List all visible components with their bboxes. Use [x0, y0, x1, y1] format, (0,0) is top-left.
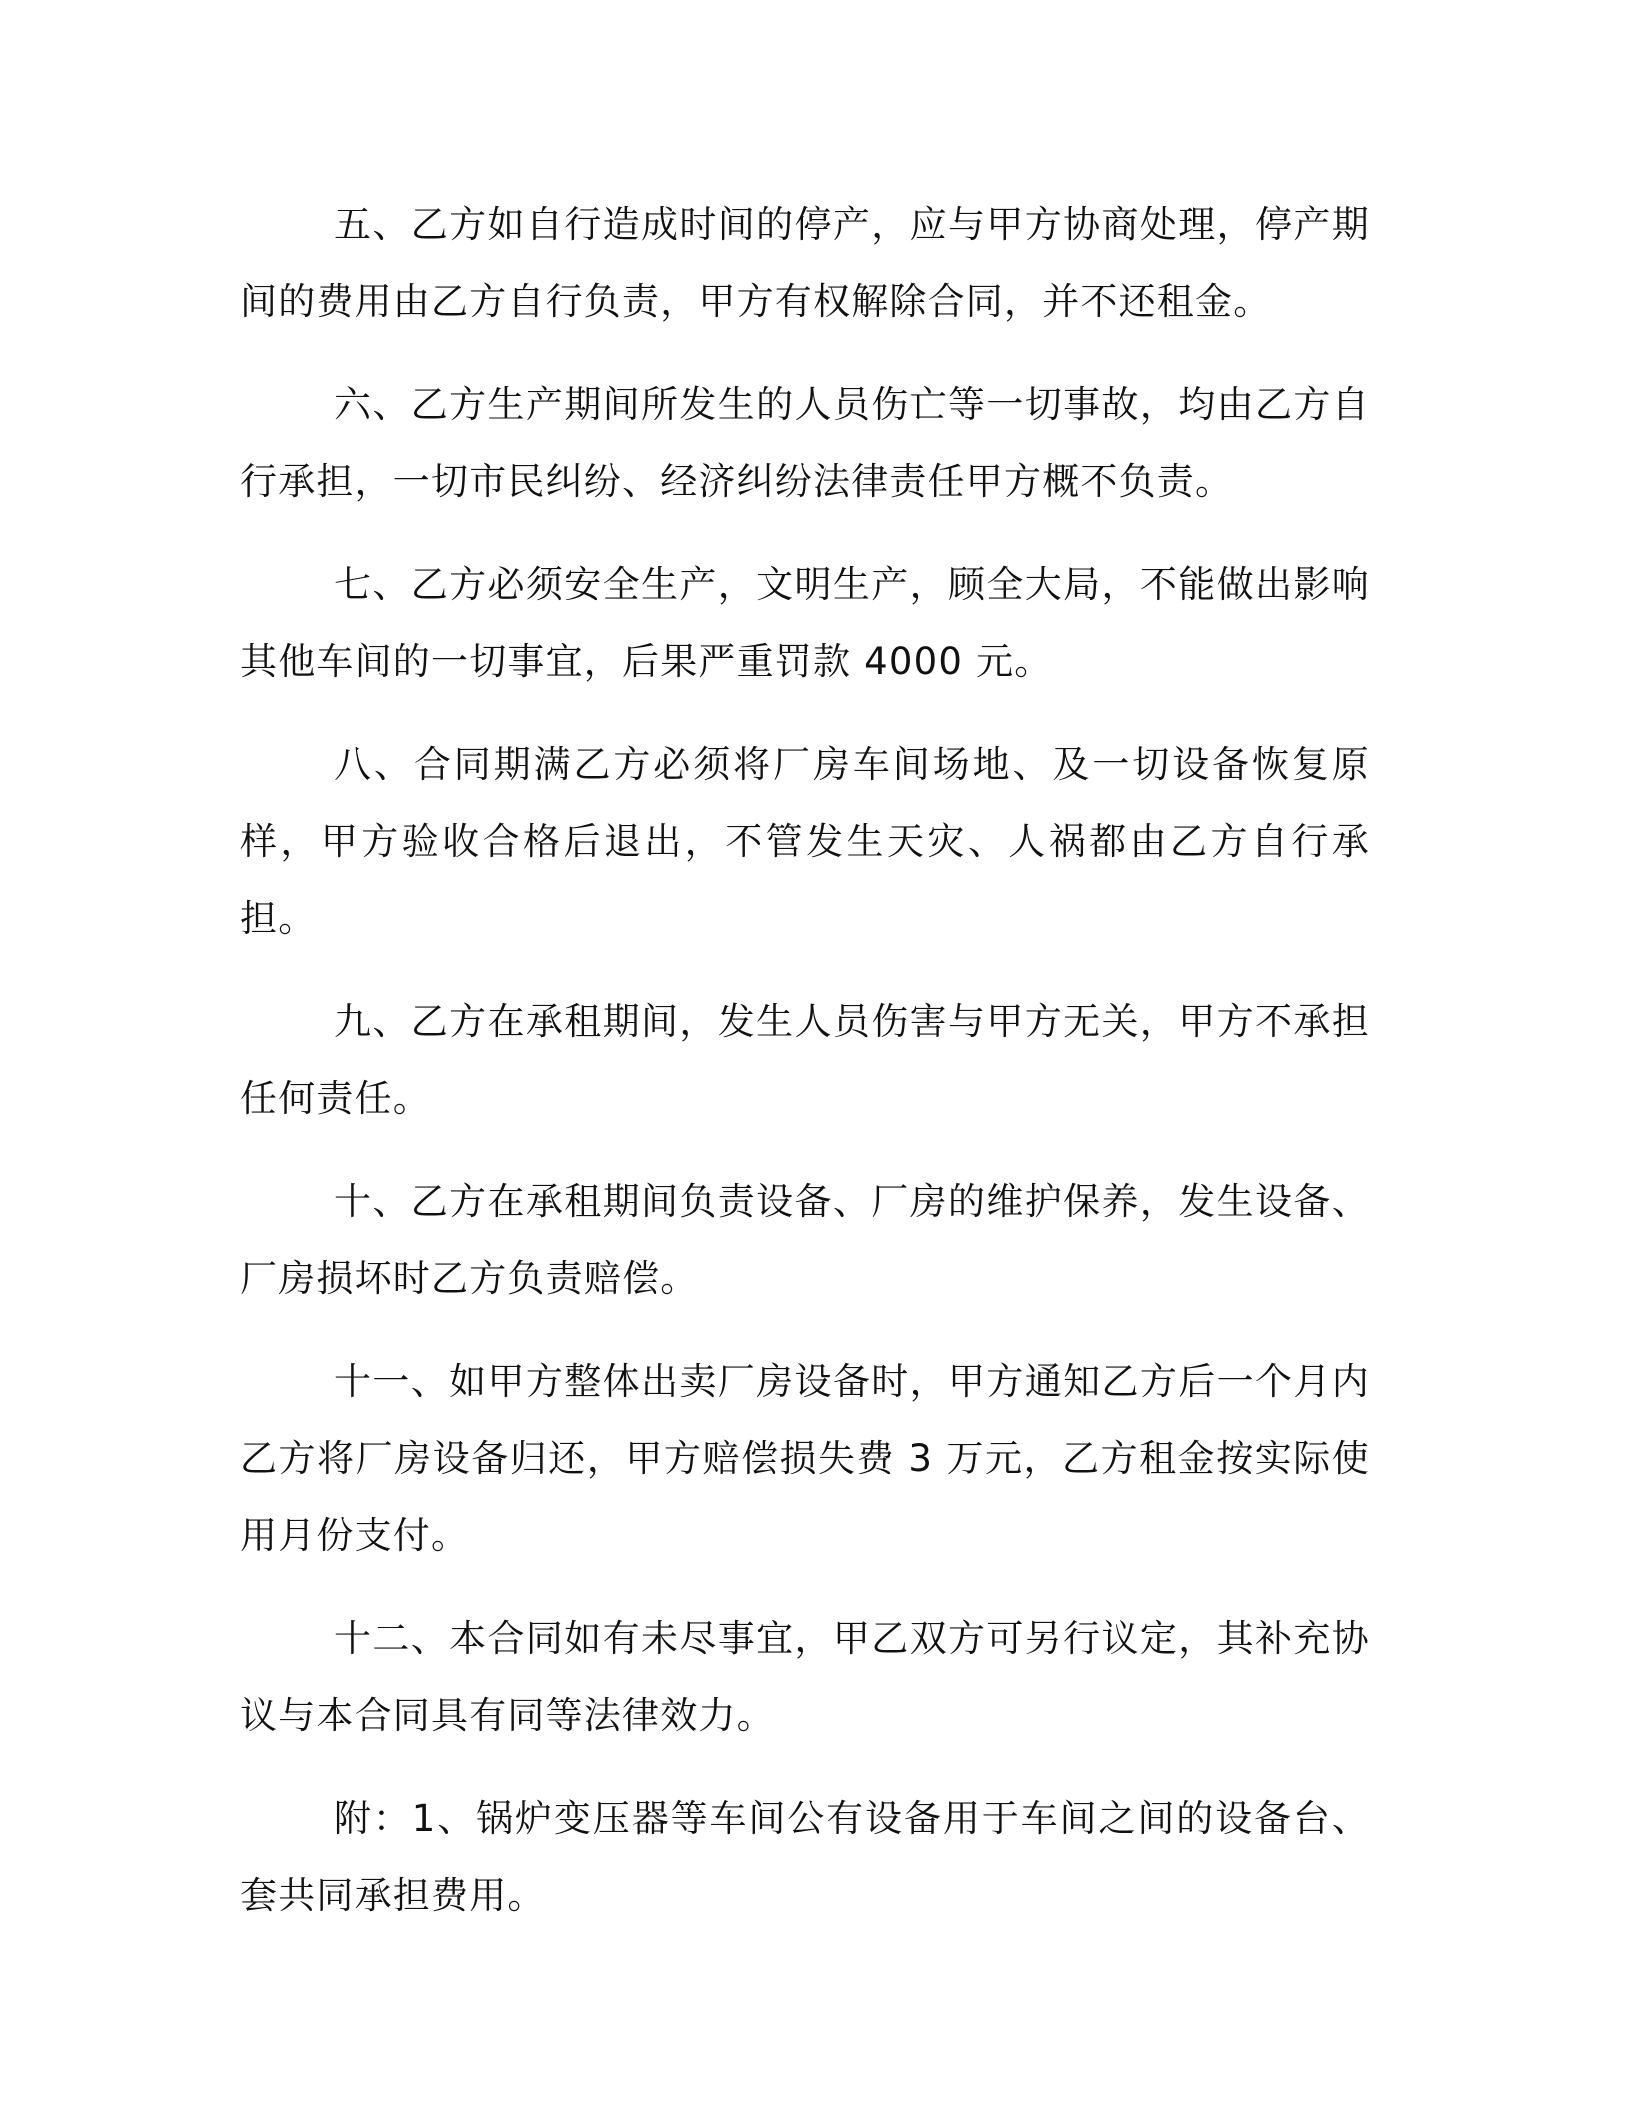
clause-7: 七、乙方必须安全生产，文明生产，顾全大局，不能做出影响其他车间的一切事宜，后果严重罚款 4000 元。	[240, 563, 1370, 683]
clause-5: 五、乙方如自行造成时间的停产，应与甲方协商处理，停产期间的费用由乙方自行负责，甲方有权解除合同，并不还租金。	[240, 203, 1370, 323]
clause-10: 十、乙方在承租期间负责设备、厂房的维护保养，发生设备、厂房损坏时乙方负责赔偿。	[240, 1180, 1370, 1300]
contract-body	[240, 186, 1370, 1960]
clause-8: 八、合同期满乙方必须将厂房车间场地、及一切设备恢复原样，甲方验收合格后退出，不管发生天灾、人祸都由乙方自行承担。	[240, 743, 1370, 940]
clause-6: 六、乙方生产期间所发生的人员伤亡等一切事故，均由乙方自行承担，一切市民纠纷、经济纠纷法律责任甲方概不负责。	[240, 383, 1370, 503]
clause-12: 十二、本合同如有未尽事宜，甲乙双方可另行议定，其补充协议与本合同具有同等法律效力。	[240, 1617, 1370, 1737]
clause-11: 十一、如甲方整体出卖厂房设备时，甲方通知乙方后一个月内乙方将厂房设备归还，甲方赔偿损失费 3 万元，乙方租金按实际使用月份支付。	[240, 1360, 1370, 1557]
clause-9: 九、乙方在承租期间，发生人员伤害与甲方无关，甲方不承担任何责任。	[240, 1000, 1370, 1120]
appendix-note: 附：1、锅炉变压器等车间公有设备用于车间之间的设备台、套共同承担费用。	[240, 1797, 1370, 1917]
